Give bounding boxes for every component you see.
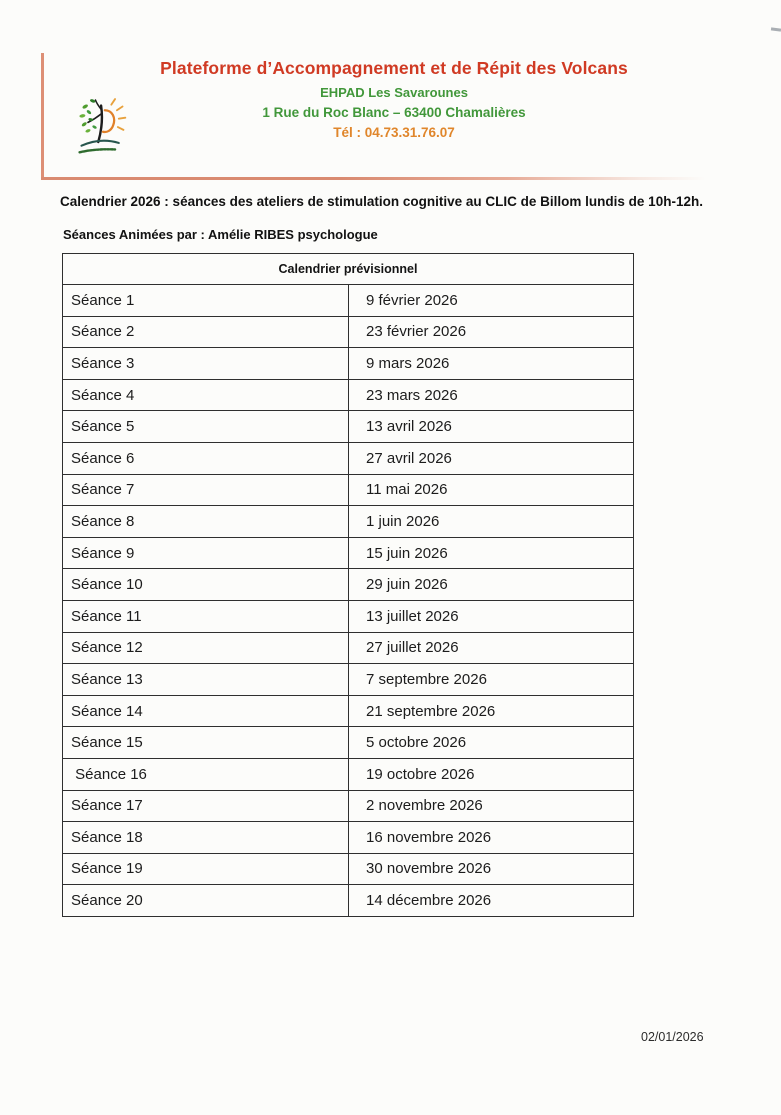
session-label: Séance 17: [63, 790, 349, 822]
session-label: Séance 18: [63, 822, 349, 854]
session-date: 27 avril 2026: [349, 442, 634, 474]
table-row: [63, 632, 634, 664]
calendar-table: [62, 253, 634, 917]
table-row: [63, 506, 634, 538]
table-row: [63, 727, 634, 759]
session-date: 7 septembre 2026: [349, 664, 634, 696]
table-row: [63, 285, 634, 317]
session-date: 30 novembre 2026: [349, 853, 634, 885]
session-date: 1 juin 2026: [349, 506, 634, 538]
session-label: Séance 15: [63, 727, 349, 759]
table-header-row: [63, 254, 634, 285]
session-label: Séance 14: [63, 695, 349, 727]
session-label: Séance 7: [63, 474, 349, 506]
session-date: 13 juillet 2026: [349, 600, 634, 632]
session-label: Séance 12: [63, 632, 349, 664]
session-label: Séance 1: [63, 285, 349, 317]
session-date: 9 mars 2026: [349, 348, 634, 380]
session-date: 27 juillet 2026: [349, 632, 634, 664]
calendar-description: Calendrier 2026 : séances des ateliers de stimulation cognitive au CLIC de Billom lundis de 10h-12h.: [60, 194, 703, 209]
table-row: [63, 474, 634, 506]
session-date: 16 novembre 2026: [349, 822, 634, 854]
table-row: [63, 664, 634, 696]
org-address: 1 Rue du Roc Blanc – 63400 Chamalières: [262, 105, 526, 120]
letterhead: [41, 53, 744, 178]
table-title: Calendrier prévisionnel: [63, 254, 634, 285]
scan-artifact: [771, 27, 781, 31]
session-date: 14 décembre 2026: [349, 885, 634, 917]
letterhead-text: [44, 53, 744, 140]
session-date: 19 octobre 2026: [349, 758, 634, 790]
table-row: [63, 442, 634, 474]
session-date: 13 avril 2026: [349, 411, 634, 443]
session-date: 2 novembre 2026: [349, 790, 634, 822]
session-date: 9 février 2026: [349, 285, 634, 317]
table-row: [63, 853, 634, 885]
session-label: Séance 4: [63, 379, 349, 411]
table-row: [63, 822, 634, 854]
session-label: Séance 8: [63, 506, 349, 538]
session-label: Séance 9: [63, 537, 349, 569]
calendar-table-body: [63, 285, 634, 917]
session-label: Séance 11: [63, 600, 349, 632]
session-label: Séance 2: [63, 316, 349, 348]
session-label: Séance 5: [63, 411, 349, 443]
session-date: 29 juin 2026: [349, 569, 634, 601]
org-phone: Tél : 04.73.31.76.07: [333, 125, 455, 140]
session-label: Séance 19: [63, 853, 349, 885]
document-date: 02/01/2026: [641, 1030, 704, 1044]
table-row: [63, 348, 634, 380]
session-date: 21 septembre 2026: [349, 695, 634, 727]
table-row: [63, 600, 634, 632]
table-row: [63, 885, 634, 917]
org-title: Plateforme d’Accompagnement et de Répit des Volcans: [160, 58, 628, 78]
session-label: Séance 3: [63, 348, 349, 380]
session-label: Séance 16: [63, 758, 349, 790]
session-date: 5 octobre 2026: [349, 727, 634, 759]
table-row: [63, 758, 634, 790]
org-name: EHPAD Les Savarounes: [320, 85, 468, 100]
table-row: [63, 537, 634, 569]
session-date: 23 février 2026: [349, 316, 634, 348]
table-row: [63, 569, 634, 601]
session-label: Séance 13: [63, 664, 349, 696]
table-row: [63, 316, 634, 348]
table-row: [63, 411, 634, 443]
session-date: 11 mai 2026: [349, 474, 634, 506]
table-row: [63, 695, 634, 727]
session-date: 23 mars 2026: [349, 379, 634, 411]
table-row: [63, 379, 634, 411]
letterhead-divider: [41, 177, 706, 180]
facilitator-line: Séances Animées par : Amélie RIBES psychologue: [63, 227, 378, 242]
table-row: [63, 790, 634, 822]
session-date: 15 juin 2026: [349, 537, 634, 569]
session-label: Séance 20: [63, 885, 349, 917]
session-label: Séance 10: [63, 569, 349, 601]
session-label: Séance 6: [63, 442, 349, 474]
